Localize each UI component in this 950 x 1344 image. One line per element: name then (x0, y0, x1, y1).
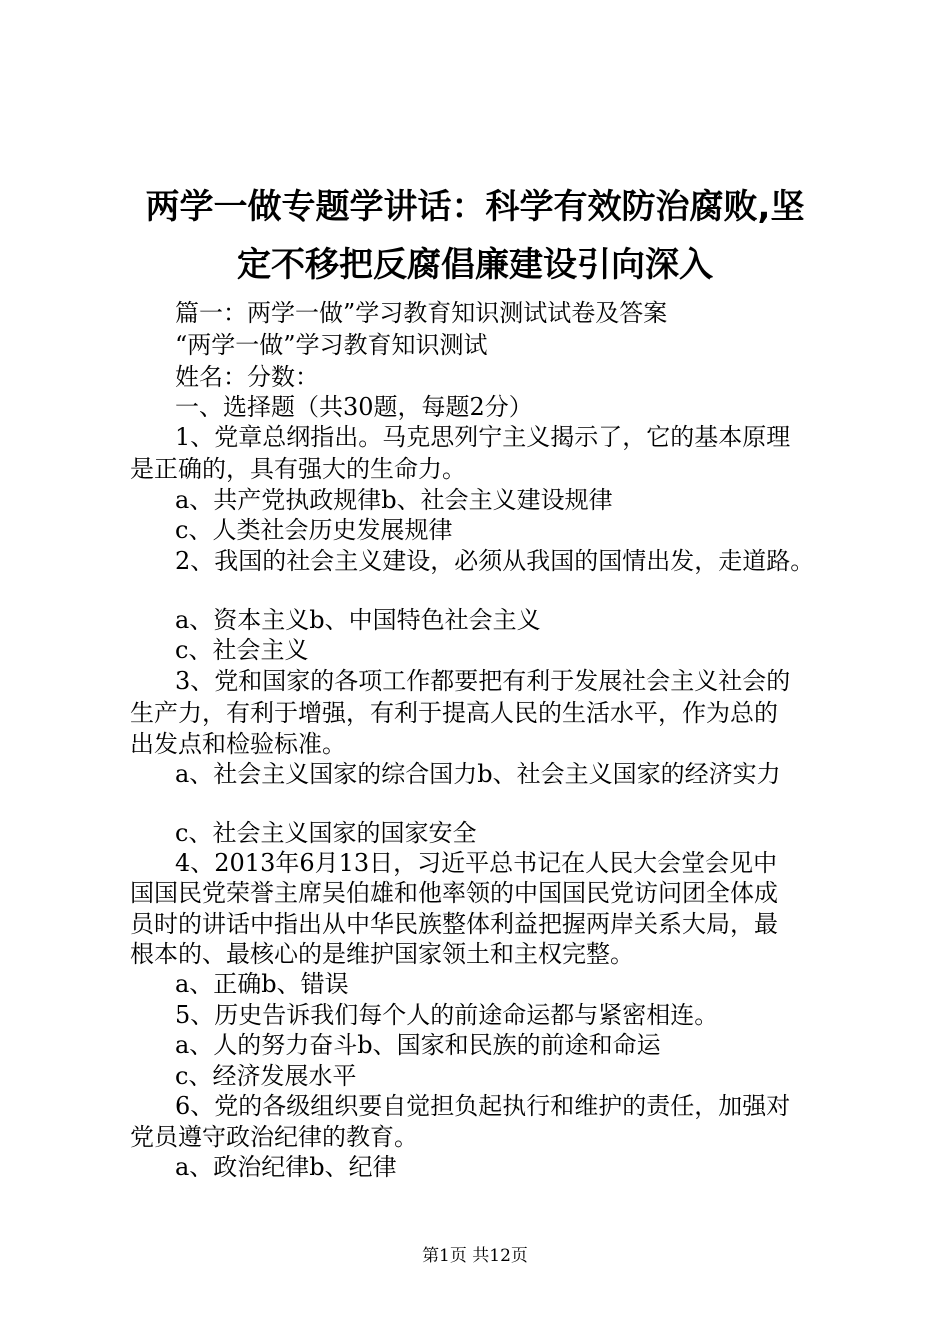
page-footer: 第1页 共12页 (422, 1246, 528, 1266)
question-1-opt-ab: a、共产党执政规律b、社会主义建设规律 (175, 486, 613, 514)
question-3-cont-2: 出发点和检验标准。 (130, 730, 346, 758)
question-6: 6、党的各级组织要自觉担负起执行和维护的责任，加强对 (175, 1092, 791, 1120)
document-title-line-1: 两学一做专题学讲话：科学有效防治腐败,坚 (145, 187, 805, 227)
question-3: 3、党和国家的各项工作都要把有利于发展社会主义社会的 (175, 667, 791, 695)
question-2: 2、我国的社会主义建设，必须从我国的国情出发，走道路。 (175, 547, 815, 575)
question-4-opt-ab: a、正确b、错误 (175, 970, 349, 998)
question-5-opt-ab: a、人的努力奋斗b、国家和民族的前途和命运 (175, 1031, 661, 1059)
question-4-cont-1: 国国民党荣誉主席吴伯雄和他率领的中国国民党访问团全体成 (130, 879, 778, 907)
question-6-cont: 党员遵守政治纪律的教育。 (130, 1123, 418, 1151)
question-3-opt-c: c、社会主义国家的国家安全 (175, 819, 477, 847)
question-4-cont-3: 根本的、最核心的是维护国家领土和主权完整。 (130, 940, 634, 968)
question-3-cont-1: 生产力，有利于增强，有利于提高人民的生活水平，作为总的 (130, 699, 778, 727)
section-title: 一、选择题（共30题，每题2分） (175, 393, 533, 421)
document-title-line-2: 定不移把反腐倡廉建设引向深入 (237, 245, 713, 285)
question-4-cont-2: 员时的讲话中指出从中华民族整体利益把握两岸关系大局，最 (130, 910, 778, 938)
question-5: 5、历史告诉我们每个人的前途命运都与紧密相连。 (175, 1001, 719, 1029)
subtitle: “两学一做”学习教育知识测试 (175, 331, 488, 359)
question-2-opt-ab: a、资本主义b、中国特色社会主义 (175, 606, 541, 634)
section-heading: 篇一：两学一做”学习教育知识测试试卷及答案 (175, 299, 668, 327)
question-2-opt-c: c、社会主义 (175, 636, 309, 664)
question-1-cont: 是正确的，具有强大的生命力。 (130, 455, 466, 483)
question-1-opt-c: c、人类社会历史发展规律 (175, 516, 453, 544)
question-4: 4、2013年6月13日，习近平总书记在人民大会堂会见中 (175, 849, 778, 877)
question-3-opt-ab: a、社会主义国家的综合国力b、社会主义国家的经济实力 (175, 760, 781, 788)
name-score-line: 姓名：分数： (175, 363, 319, 391)
question-6-opt-ab: a、政治纪律b、纪律 (175, 1153, 397, 1181)
question-1: 1、党章总纲指出。马克思列宁主义揭示了，它的基本原理 (175, 423, 791, 451)
question-5-opt-c: c、经济发展水平 (175, 1062, 357, 1090)
